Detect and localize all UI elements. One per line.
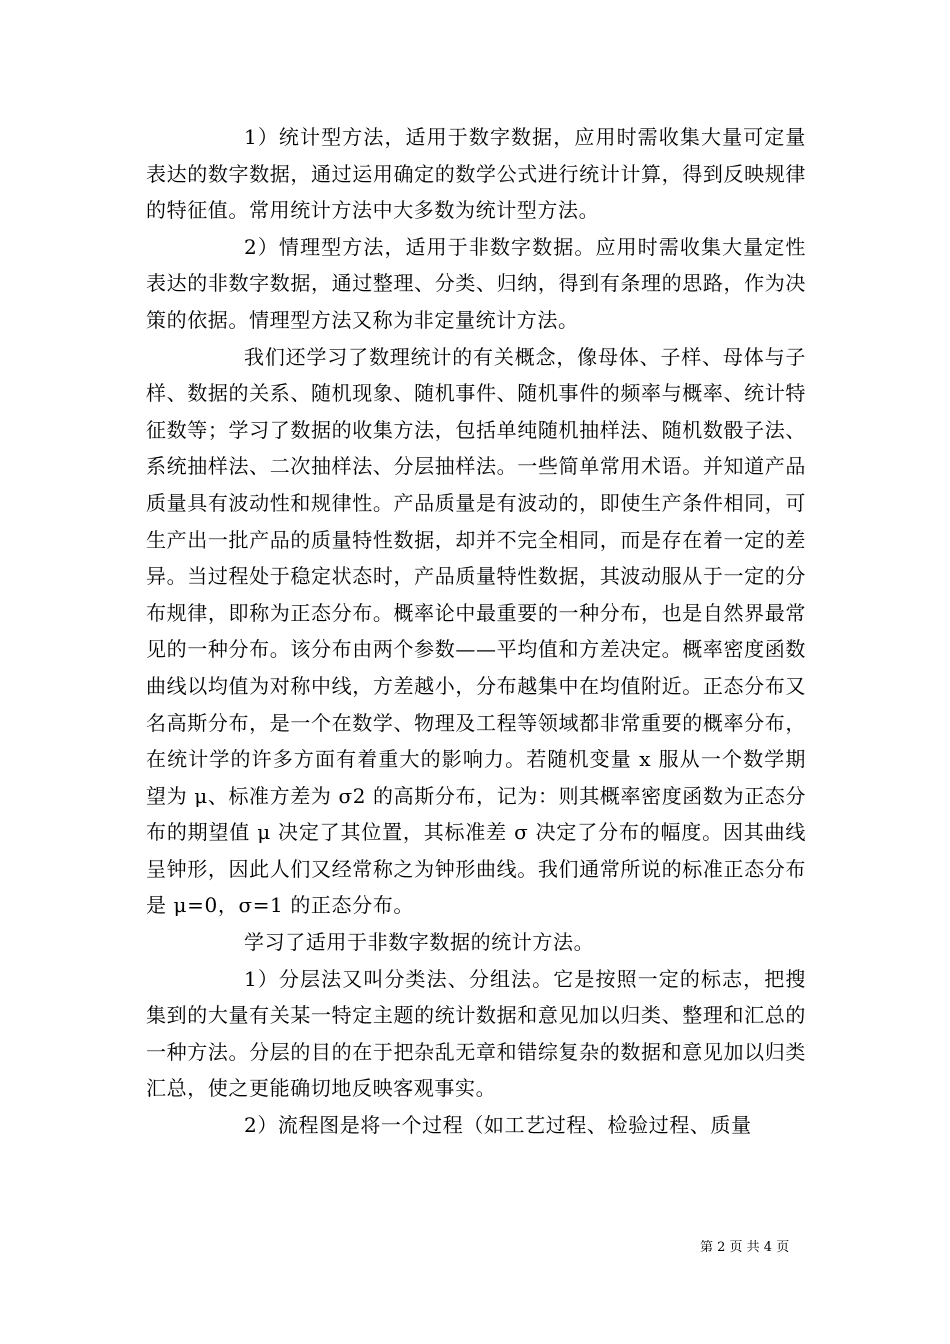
paragraph-qualitative-method: 2）情理型方法，适用于非数字数据。应用时需收集大量定性表达的非数字数据，通过整理、分类、归纳，得到有条理的思路，作为决策的依据。情理型方法又称为非定量统计方法。 bbox=[146, 234, 806, 332]
paragraph-flowchart: 2）流程图是将一个过程（如工艺过程、检验过程、质量 bbox=[244, 1113, 752, 1138]
paragraph-statistical-method: 1）统计型方法，适用于数字数据，应用时需收集大量可定量表达的数字数据，通过运用确定的数学公式进行统计计算，得到反映规律的特征值。常用统计方法中大多数为统计型方法。 bbox=[146, 125, 806, 223]
paragraph-non-numeric-intro: 学习了适用于非数字数据的统计方法。 bbox=[244, 930, 595, 955]
body-text bbox=[146, 119, 806, 1144]
paragraph-stratification: 1）分层法又叫分类法、分组法。它是按照一定的标志，把搜集到的大量有关某一特定主题的统计数据和意见加以归类、整理和汇总的一种方法。分层的目的在于把杂乱无章和错综复杂的数据和意见加以归类汇总，使之更能确切地反映客观事实。 bbox=[146, 966, 806, 1101]
page-number-footer: 第 2 页 共 4 页 bbox=[700, 1240, 790, 1255]
paragraph-statistics-concepts: 我们还学习了数理统计的有关概念，像母体、子样、母体与子样、数据的关系、随机现象、随机事件、随机事件的频率与概率、统计特征数等；学习了数据的收集方法，包括单纯随机抽样法、随机数骰子法、系统抽样法、二次抽样法、分层抽样法。一些简单常用术语。并知道产品质量具有波动性和规律性。产品质量是有波动的，即使生产条件相同，可生产出一批产品的质量特性数据，却并不完全相同，而是存在着一定的差异。当过程处于稳定状态时，产品质量特性数据，其波动服从于一定的分布规律，即称为正态分布。概率论中最重要的一种分布，也是自然界最常见的一种分布。该分布由两个参数——平均值和方差决定。概率密度函数曲线以均值为对称中线，方差越小，分布越集中在均值附近。正态分布又名高斯分布，是一个在数学、物理及工程等领域都非常重要的概率分布，在统计学的许多方面有着重大的影响力。若随机变量 x 服从一个数学期望为 μ、标准方差为 σ2 的高斯分布，记为：则其概率密度函数为正态分布的期望值 μ 决定了其位置，其标准差 σ 决定了分布的幅度。因其曲线呈钟形，因此人们又经常称之为钟形曲线。我们通常所说的标准正态分布是 μ=0，σ=1 的正态分布。 bbox=[146, 344, 806, 918]
